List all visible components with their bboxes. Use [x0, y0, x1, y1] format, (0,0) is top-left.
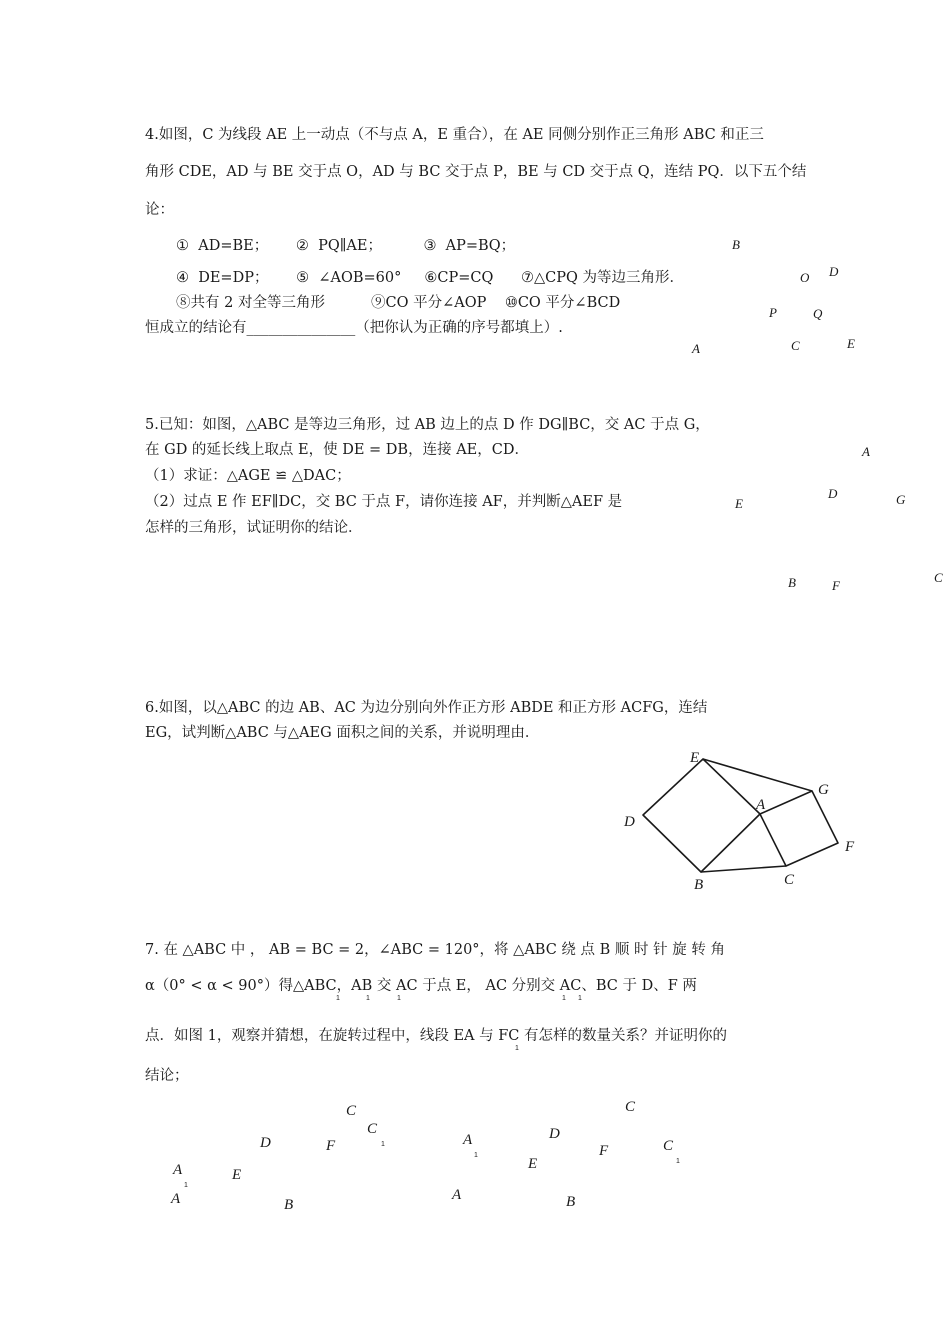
q5-label-b: B	[788, 575, 796, 590]
q7-fig2-label-b: B	[566, 1194, 576, 1210]
q7-line2-part-c: ，A	[336, 978, 362, 994]
q6-label-b: B	[694, 877, 704, 893]
q7-line2-part-a: α（0° < α < 90°）得△A	[145, 978, 315, 994]
q7-subscript-1e: 1	[578, 995, 582, 1002]
q7-fig1-subscript-a1: 1	[184, 1182, 188, 1189]
q7-subscript-1d: 1	[562, 995, 566, 1002]
q7-fig2-label-a1: A	[463, 1132, 473, 1148]
q6-label-e: E	[690, 750, 700, 766]
q7-fig1-label-b: B	[284, 1197, 294, 1213]
q7-fig2-label-e: E	[528, 1156, 538, 1172]
q4-label-d: D	[829, 264, 839, 279]
q7-fig1-label-d: D	[260, 1135, 271, 1151]
q5-text-line1: 5.已知：如图，△ABC 是等边三角形，过 AB 边上的点 D 作 DG∥BC，交 AC 于点 G，	[145, 417, 710, 433]
q7-text-line1: 7. 在 △ABC 中 ， AB = BC = 2，∠ABC = 120°，将 △ABC 绕 点 B 顺 时 针 旋 转 角	[145, 942, 725, 958]
q4-options-row3: ⑧共有 2 对全等三角形 ⑨CO 平分∠AOP ⑩CO 平分∠BCD	[176, 295, 621, 311]
q7-line2-part-d: B 交 AC 于点 E， A	[361, 978, 496, 994]
q6-text-line1: 6.如图，以△ABC 的边 AB、AC 为边分别向外作正方形 ABDE 和正方形 ACFG，连结	[145, 700, 708, 716]
q4-text-line2: 角形 CDE，AD 与 BE 交于点 O，AD 与 BC 交于点 P，BE 与 CD 交于点 Q，连结 PQ．以下五个结	[145, 164, 807, 180]
q5-label-g: G	[896, 492, 906, 507]
q7-fig1-label-e: E	[232, 1167, 242, 1183]
q4-label-e: E	[847, 336, 855, 351]
q6-square-abde	[643, 759, 760, 872]
q6-label-c: C	[784, 872, 795, 888]
q4-label-a: A	[692, 341, 700, 356]
q4-label-p: P	[769, 305, 777, 320]
q7-fig2-label-f: F	[599, 1143, 609, 1159]
q6-text-line2: EG，试判断△ABC 与△AEG 面积之间的关系，并说明理由．	[145, 725, 540, 741]
q7-line3-part-a: 点．如图 1，观察并猜想，在旋转过程中，线段 EA	[145, 1028, 475, 1044]
q7-text-line3	[145, 1028, 727, 1045]
q7-fig2-subscript-c1: 1	[676, 1158, 680, 1165]
q6-segment-eg	[703, 759, 812, 791]
q4-label-o: O	[800, 270, 810, 285]
q7-subscript-1f: 1	[515, 1045, 519, 1052]
q5-text-line5: 怎样的三角形，试证明你的结论．	[145, 520, 363, 536]
q4-text-line1: 4.如图，C 为线段 AE 上一动点（不与点 A，E 重合），在 AE 同侧分别作正三角形 ABC 和正三	[145, 127, 764, 143]
q7-fig2-label-a: A	[452, 1187, 462, 1203]
q7-line2-part-b: BC	[314, 978, 337, 994]
q6-label-f: F	[845, 839, 855, 855]
q7-fig1-label-a: A	[171, 1191, 181, 1207]
q4-answer-blank: 恒成立的结论有_______________（把你认为正确的序号都填上）.	[145, 320, 563, 336]
q7-fig2-label-c: C	[625, 1099, 636, 1115]
q6-square-acfg	[760, 791, 838, 866]
q7-fig2-subscript-a1: 1	[474, 1152, 478, 1159]
q6-label-d: D	[624, 814, 635, 830]
q7-line2-part-f: 分别交 AC、BC 于 D、F 两	[507, 978, 697, 994]
q7-subscript-1b: 1	[366, 995, 370, 1002]
q7-fig2-label-c1: C	[663, 1138, 674, 1154]
q7-fig1-subscript-c1: 1	[381, 1141, 385, 1148]
q5-text-line3: （1）求证：△AGE ≌ △DAC；	[145, 468, 351, 484]
q7-subscript-1c: 1	[397, 995, 401, 1002]
q4-label-b: B	[732, 237, 740, 252]
q7-text-line4: 结论；	[145, 1068, 189, 1084]
q5-text-line4: （2）过点 E 作 EF∥DC，交 BC 于点 F，请你连接 AF，并判断△AEF 是	[145, 494, 623, 510]
q7-fig1-label-f: F	[326, 1138, 336, 1154]
q5-text-line2: 在 GD 的延长线上取点 E，使 DE = DB，连接 AE，CD．	[145, 442, 529, 458]
q7-line2-part-e: C	[495, 978, 508, 994]
q7-fig1-label-a1: A	[173, 1162, 183, 1178]
q5-label-a: A	[862, 444, 870, 459]
q7-fig1-label-c1: C	[367, 1121, 378, 1137]
q5-label-f: F	[832, 578, 840, 593]
q7-fig2-label-d: D	[549, 1126, 560, 1142]
q4-text-line3: 论：	[145, 202, 174, 218]
q5-label-d: D	[828, 486, 838, 501]
q7-fig1-label-c: C	[346, 1103, 357, 1119]
q6-label-g: G	[818, 782, 829, 798]
q5-label-e: E	[735, 496, 743, 511]
q7-text-line2	[145, 978, 697, 995]
q4-label-q: Q	[813, 306, 823, 321]
q7-line3-part-b: 与 FC 有怎样的数量关系？并证明你的	[474, 1028, 727, 1044]
q7-subscript-1a: 1	[336, 995, 340, 1002]
q4-label-c: C	[791, 338, 800, 353]
q4-options-row1: ① AD=BE； ② PQ∥AE； ③ AP=BQ；	[176, 238, 516, 254]
q6-label-a: A	[756, 797, 766, 813]
q6-segment-bc	[701, 866, 786, 872]
q5-label-c: C	[934, 570, 943, 585]
q4-options-row2: ④ DE=DP； ⑤ ∠AOB=60° ⑥CP=CQ ⑦△CPQ 为等边三角形．	[176, 270, 685, 286]
